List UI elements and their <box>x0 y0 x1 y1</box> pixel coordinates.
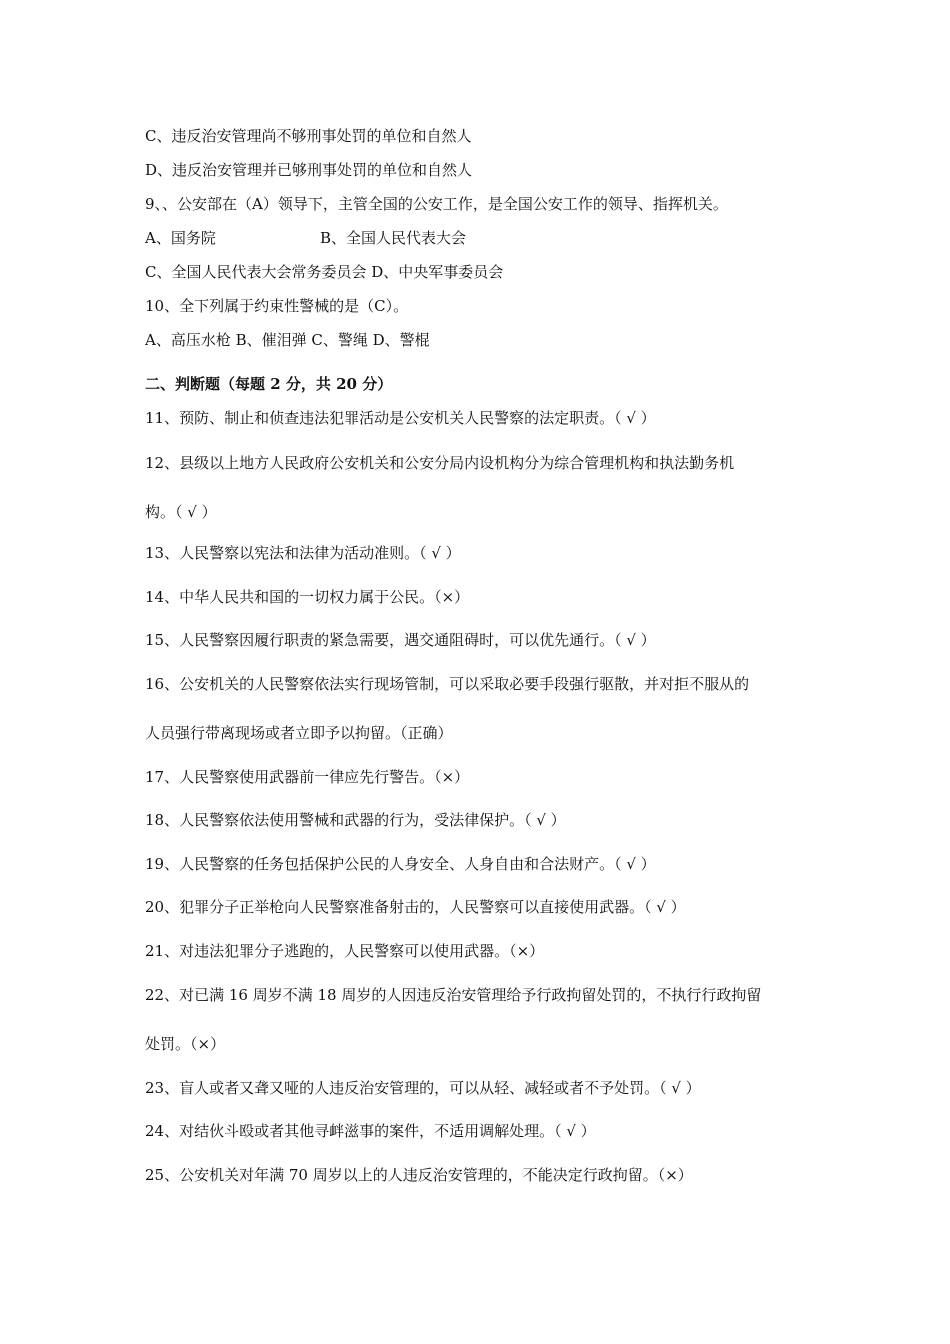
question-14: 14、中华人民共和国的一切权力属于公民。（×） <box>145 588 470 606</box>
question-22: 22、对已满 16 周岁不满 18 周岁的人因违反治安管理给予行政拘留处罚的，不执行行政拘留 <box>145 986 762 1004</box>
question-12: 12、县级以上地方人民政府公安机关和公安分局内设机构分为综合管理机构和执法勤务机 <box>145 454 735 472</box>
question-22-continued: 处罚。（×） <box>145 1035 226 1053</box>
question-18: 18、人民警察依法使用警械和武器的行为，受法律保护。（ √ ） <box>145 811 566 829</box>
question-21: 21、对违法犯罪分子逃跑的，人民警察可以使用武器。（×） <box>145 942 545 960</box>
question-17: 17、人民警察使用武器前一律应先行警告。（×） <box>145 768 470 786</box>
option-a: A、国务院 <box>145 229 216 247</box>
question-9-options-cd: C、全国人民代表大会常务委员会 D、中央军事委员会 <box>145 263 504 281</box>
question-16-continued: 人员强行带离现场或者立即予以拘留。（正确） <box>145 724 453 742</box>
question-11: 11、预防、制止和侦查违法犯罪活动是公安机关人民警察的法定职责。（ √ ） <box>145 409 656 427</box>
question-13: 13、人民警察以宪法和法律为活动准则。（ √ ） <box>145 544 461 562</box>
question-23: 23、盲人或者又聋又哑的人违反治安管理的，可以从轻、减轻或者不予处罚。（ √ ） <box>145 1079 701 1097</box>
section-heading: 二、判断题（每题 2 分，共 20 分） <box>145 375 393 393</box>
question-16: 16、公安机关的人民警察依法实行现场管制，可以采取必要手段强行驱散，并对拒不服从的 <box>145 675 750 693</box>
question-9: 9、、公安部在（A）领导下，主管全国的公安工作，是全国公安工作的领导、指挥机关。 <box>145 195 728 213</box>
option-b: B、全国人民代表大会 <box>320 229 467 247</box>
question-20: 20、犯罪分子正举枪向人民警察准备射击的，人民警察可以直接使用武器。（ √ ） <box>145 898 686 916</box>
question-15: 15、人民警察因履行职责的紧急需要，遇交通阻碍时，可以优先通行。（ √ ） <box>145 631 656 649</box>
question-24: 24、对结伙斗殴或者其他寻衅滋事的案件，不适用调解处理。（ √ ） <box>145 1122 596 1140</box>
question-10: 10、全下列属于约束性警械的是（C）。 <box>145 297 409 315</box>
question-19: 19、人民警察的任务包括保护公民的人身安全、人身自由和合法财产。（ √ ） <box>145 855 656 873</box>
question-10-options: A、高压水枪 B、催泪弹 C、警绳 D、警棍 <box>145 331 430 349</box>
question-25: 25、公安机关对年满 70 周岁以上的人违反治安管理的，不能决定行政拘留。（×） <box>145 1166 693 1184</box>
option-d-line: D、违反治安管理并已够刑事处罚的单位和自然人 <box>145 161 473 179</box>
question-12-continued: 构。（ √ ） <box>145 503 217 521</box>
option-c-line: C、违反治安管理尚不够刑事处罚的单位和自然人 <box>145 127 472 145</box>
question-9-options-ab <box>145 228 825 248</box>
